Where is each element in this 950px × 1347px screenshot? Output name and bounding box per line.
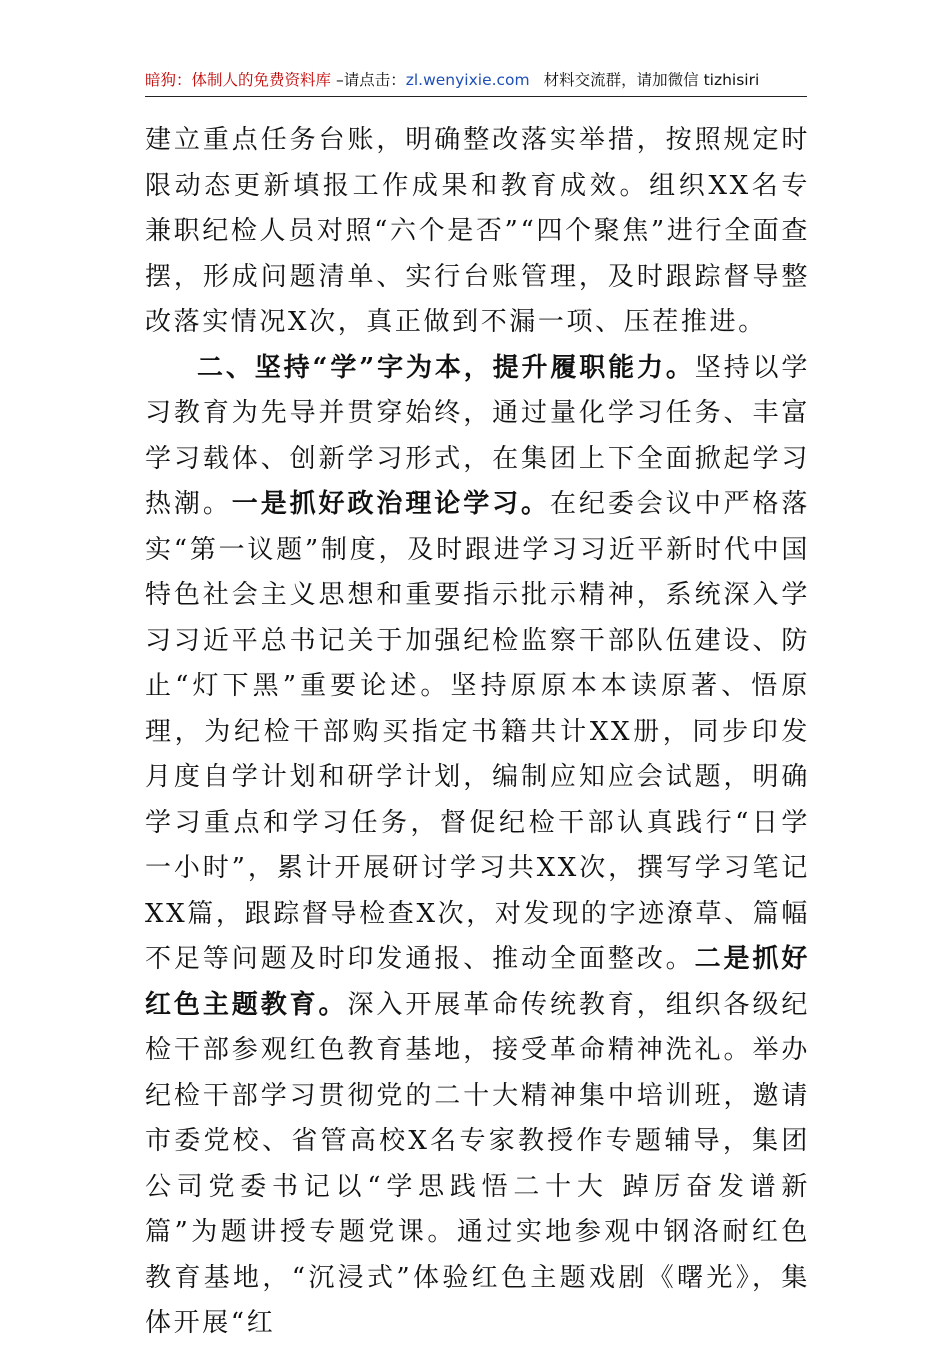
- document-body: [145, 118, 810, 1347]
- subheading-red-education: 二是抓好红色主题教育。: [145, 944, 810, 1020]
- paragraph-2-sub1-text: 在纪委会议中严格落实“第一议题”制度，及时跟进学习习近平新时代中国特色社会主义思想和重要指示批示精神，系统深入学习习近平总书记关于加强纪检监察干部队伍建设、防止“灯下黑”重要论述。坚持原原本本读原著、悟原理，为纪检干部购买指定书籍共计XX册，同步印发月度自学计划和研学计划，编制应知应会试题，明确学习重点和学习任务，督促纪检干部认真践行“日学一小时”，累计开展研讨学习共XX次，撰写学习笔记XX篇，跟踪督导检查X次，对发现的字迹潦草、篇幅不足等问题及时印发通报、推动全面整改。: [145, 489, 810, 974]
- paragraph-2-sub2-text: 深入开展革命传统教育，组织各级纪检干部参观红色教育基地，接受革命精神洗礼。举办纪检干部学习贯彻党的二十大精神集中培训班，邀请市委党校、省管高校X名专家教授作专题辅导，集团公司党委书记以“学思践悟二十大 踔厉奋发谱新篇”为题讲授专题党课。通过实地参观中钢洛耐红色教育基地，“沉浸式”体验红色主题戏剧《曙光》，集体开展“红: [145, 989, 811, 1338]
- header-url-link[interactable]: zl.wenyixie.com: [405, 71, 530, 89]
- paragraph-1: 建立重点任务台账，明确整改落实举措，按照规定时限动态更新填报工作成果和教育成效。组织XX名专兼职纪检人员对照“六个是否”“四个聚焦”进行全面查摆，形成问题清单、实行台账管理，及时跟踪督导整改落实情况X次，真正做到不漏一项、压茬推进。: [145, 125, 810, 337]
- page-header: [145, 64, 807, 97]
- subheading-political-theory: 一是抓好政治理论学习。: [231, 489, 550, 519]
- header-brand: 暗狗：体制人的免费资料库: [145, 71, 332, 89]
- paragraph-2: [145, 346, 810, 1347]
- header-separator: –请点击：: [331, 71, 406, 89]
- section-heading-2: 二、坚持“学”字为本，提升履职能力。: [197, 352, 695, 383]
- paragraph-2-intro: 坚持以学习教育为先导并贯穿始终，通过量化学习任务、丰富学习载体、创新学习形式，在集团上下全面掀起学习热潮。: [145, 352, 810, 519]
- header-wechat-note: 材料交流群，请加微信 tizhisiri: [543, 71, 760, 89]
